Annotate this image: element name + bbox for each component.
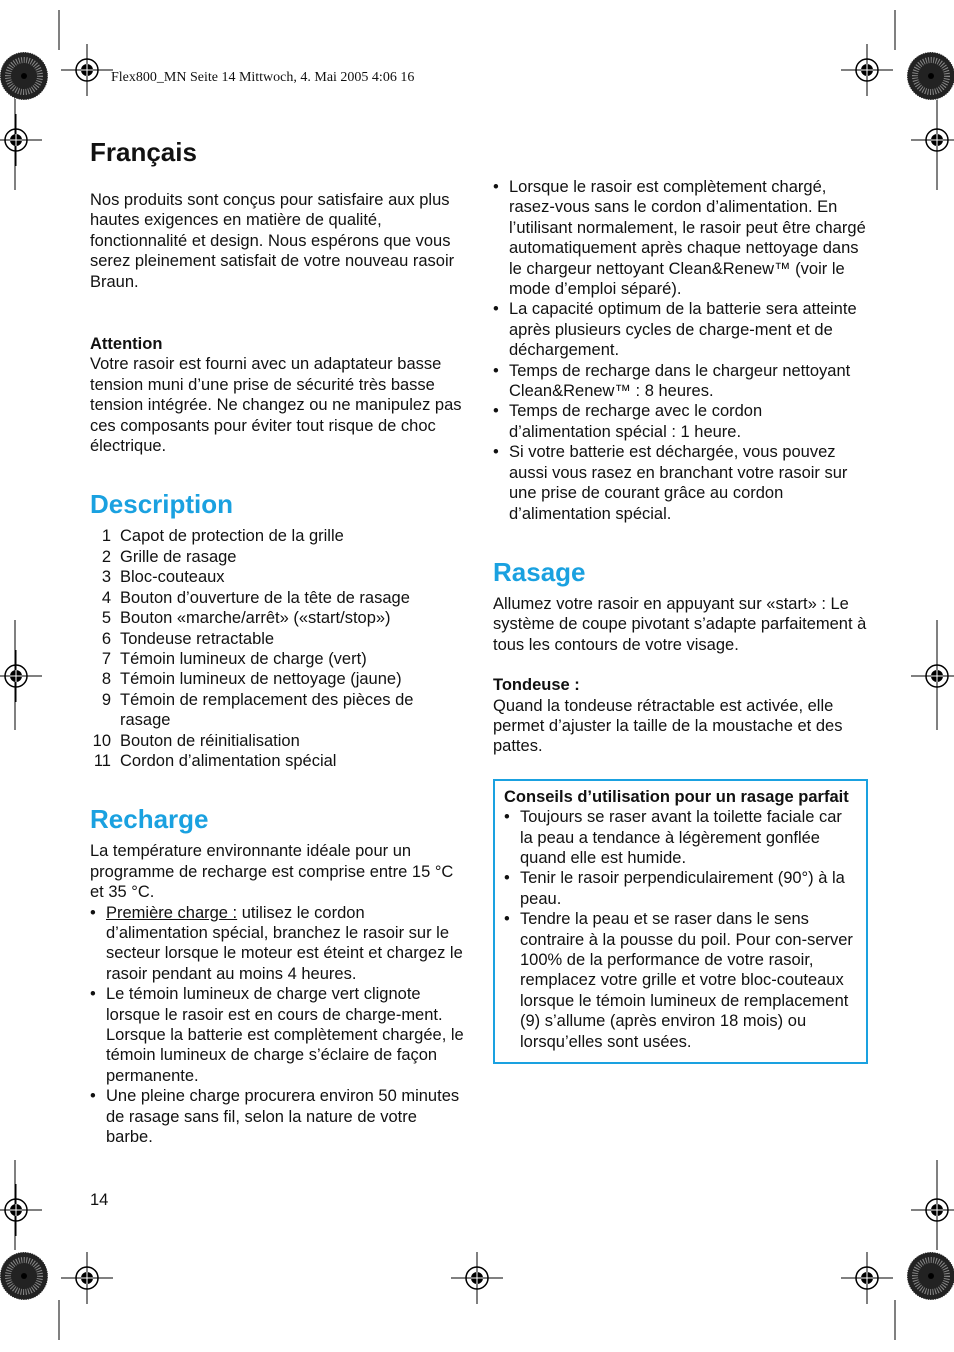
description-list: [90, 526, 465, 771]
rasage-heading: Rasage: [493, 556, 586, 587]
list-item: • Le témoin lumineux de charge vert clignote lorsque le rasoir est en cours de charge-ment. Lorsque la batterie est complètement chargée, le témoin lumineux de charge s’éclaire de façon permanente.: [90, 985, 464, 1085]
list-item: • Si votre batterie est déchargée, vous pouvez aussi vous rasez en branchant votre rasoir sur une prise de courant grâce au cordon d’alimentation spécial.: [493, 443, 848, 523]
language-title: Français: [90, 137, 197, 167]
intro-paragraph: Nos produits sont conçus pour satisfaire aux plus hautes exigences en matière de qualité, fonctionnalité et design. Nous espérons que vous serez pleinement satisfait de votre nouveau rasoir Braun.: [90, 191, 455, 291]
list-item: • Temps de recharge dans le chargeur nettoyant Clean&Renew™ : 8 heures.: [493, 361, 851, 401]
tondeuse-paragraph: Quand la tondeuse rétractable est activée, elle permet d’ajuster la taille de la moustache et des pattes.: [493, 696, 843, 756]
recharge-list: [90, 903, 465, 1148]
attention-paragraph: Votre rasoir est fourni avec un adaptateur basse tension muni d’une prise de sécurité très basse tension intégrée. Ne changez ou ne manipulez pas ces composants pour éviter tout risque de choc électrique.: [90, 355, 462, 456]
rasage-paragraph: Allumez votre rasoir en appuyant sur «start» : Le système de coupe pivotant s’adapte parfaitement à tous les contours de votre visage.: [493, 594, 867, 654]
list-item: 2 Grille de rasage: [101, 547, 237, 566]
list-item: • Tenir le rasoir perpendiculairement (90°) à la peau.: [504, 869, 845, 908]
list-item: 1 Capot de protection de la grille: [101, 527, 344, 546]
list-item: 10 Bouton de réinitialisation: [92, 731, 300, 750]
tips-box: [493, 779, 868, 1064]
description-heading: Description: [90, 489, 234, 520]
tips-list: [504, 807, 858, 1052]
list-item: • Toujours se raser avant la toilette faciale car la peau a tendance à légèrement gonflée quand elle est humide.: [504, 808, 842, 867]
attention-heading: Attention: [90, 335, 163, 354]
list-item: 3 Bloc-couteaux: [101, 568, 225, 587]
list-item: • Tendre la peau et se raser dans le sens contraire à la pousse du poil. Pour con-server 100% de la performance de votre rasoir, remplacez votre grille et votre bloc-couteaux lorsque le témoin lumineux de remplacement (9) s’allume (après environ 18 mois) ou lorsqu’elles sont usées.: [504, 910, 853, 1051]
list-item: • Lorsque le rasoir est complètement chargé, rasez-vous sans le cordon d’alimentation. En l’utilisant normalement, le rasoir peut être chargé automatiquement après chaque nettoyage dans le chargeur nettoyant Clean&Renew™ (voir le mode d’emploi séparé).: [493, 178, 866, 299]
list-item: 11 Cordon d’alimentation spécial: [93, 751, 337, 770]
tondeuse-heading: Tondeuse :: [493, 676, 580, 695]
charging-list: [493, 177, 868, 524]
first-charge-label: Première charge :: [106, 903, 238, 922]
page-number: 14: [90, 1191, 109, 1209]
left-column: [90, 136, 465, 1147]
recharge-intro: La température environnante idéale pour un programme de recharge est comprise entre 15 °C et 35 °C.: [90, 842, 454, 902]
list-item: 8 Témoin lumineux de nettoyage (jaune): [101, 670, 402, 689]
list-item: 9 Témoin de remplacement des pièces de rasage: [101, 690, 414, 730]
list-item: 7 Témoin lumineux de charge (vert): [101, 649, 367, 668]
print-header: Flex800_MN Seite 14 Mittwoch, 4. Mai 2005 4:06 16: [111, 70, 415, 85]
list-item: 5 Bouton «marche/arrêt» («start/stop»): [101, 609, 391, 628]
list-item: • Temps de recharge avec le cordon d’alimentation spécial : 1 heure.: [493, 402, 763, 441]
recharge-heading: Recharge: [90, 804, 209, 835]
right-column: [493, 177, 868, 1064]
list-item: • Une pleine charge procurera environ 50 minutes de rasage sans fil, selon la nature de votre barbe.: [90, 1087, 460, 1147]
list-item: 6 Tondeuse retractable: [101, 629, 275, 648]
list-item: • Première charge : utilisez le cordon d’alimentation spécial, branchez le rasoir sur le secteur lorsque le moteur est éteint et chargez le rasoir pendant au moins 4 heures.: [90, 903, 463, 983]
list-item: • La capacité optimum de la batterie sera atteinte après plusieurs cycles de charge-ment et de déchargement.: [493, 300, 857, 360]
list-item: 4 Bouton d’ouverture de la tête de rasage: [101, 588, 410, 607]
tips-heading: Conseils d’utilisation pour un rasage parfait: [504, 787, 849, 806]
